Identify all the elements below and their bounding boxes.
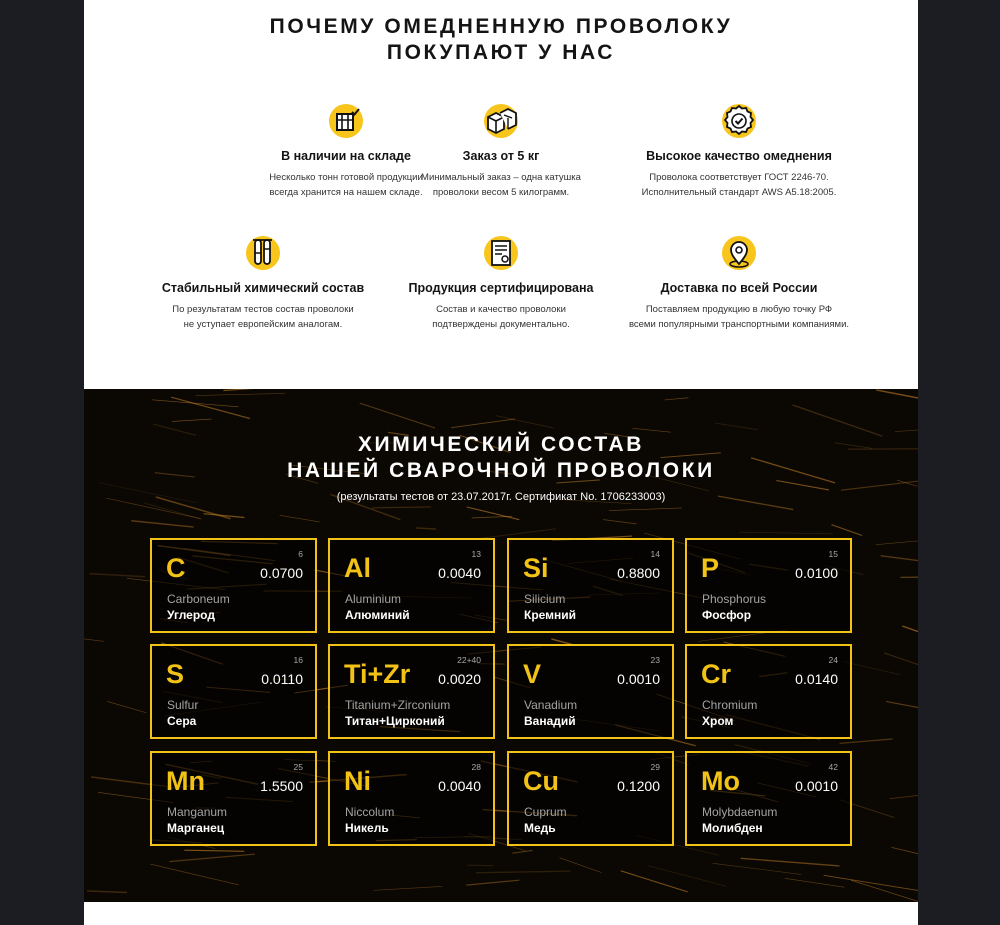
element-value: 0.0040 [438, 565, 481, 581]
element-card-ni [328, 751, 495, 846]
feature-title: Продукция сертифицирована [408, 281, 594, 295]
element-latin-name: Phosphorus [702, 592, 767, 606]
element-russian-name: Титан+Цирконий [345, 714, 445, 728]
warehouse-box-icon [328, 103, 364, 139]
element-russian-name: Марганец [167, 821, 225, 835]
element-latin-name: Molybdaenum [702, 805, 778, 819]
feature-description-line: подтверждены документально. [432, 318, 570, 330]
feature-description-line: По результатам тестов состав проволоки [172, 304, 354, 315]
element-card-al [328, 538, 495, 633]
element-atomic-number: 6 [298, 549, 303, 559]
element-symbol: Al [344, 553, 371, 583]
feature-description [124, 303, 402, 332]
element-card-p [685, 538, 852, 633]
element-russian-name: Фосфор [702, 608, 752, 622]
chemical-title-line2: НАШЕЙ СВАРОЧНОЙ ПРОВОЛОКИ [287, 459, 715, 482]
feature-description-line: Поставляем продукцию в любую точку РФ [645, 304, 833, 315]
element-russian-name: Медь [524, 821, 556, 835]
element-atomic-number: 15 [828, 549, 838, 559]
quality-badge-icon [721, 103, 757, 139]
element-latin-name: Carboneum [167, 592, 230, 606]
feature-title: Стабильный химический состав [161, 281, 365, 295]
element-russian-name: Молибден [702, 821, 763, 835]
element-atomic-number: 25 [293, 762, 303, 772]
feature-description [362, 171, 640, 200]
element-value: 1.5500 [260, 778, 303, 794]
feature-description-line: всеми популярными транспортными компаниями. [628, 318, 850, 330]
chemical-composition-section [84, 389, 918, 902]
element-atomic-number: 16 [293, 655, 303, 665]
next-section [84, 902, 918, 925]
element-value: 0.0110 [261, 671, 303, 687]
feature-description-line: Минимальный заказ – одна катушка [421, 172, 581, 183]
element-value: 0.1200 [617, 778, 660, 794]
element-value: 0.8800 [617, 565, 660, 581]
advantages-title-line2: ПОКУПАЮТ У НАС [386, 41, 616, 64]
element-value: 0.0010 [617, 671, 660, 687]
element-latin-name: Aluminium [345, 592, 402, 606]
element-latin-name: Silicium [524, 592, 566, 606]
element-card-ti-zr [328, 644, 495, 739]
advantages-title-line1: ПОЧЕМУ ОМЕДНЕННУЮ ПРОВОЛОКУ [269, 15, 733, 38]
element-russian-name: Сера [167, 714, 197, 728]
element-atomic-number: 29 [650, 762, 660, 772]
element-value: 0.0040 [438, 778, 481, 794]
element-symbol: Cr [701, 659, 732, 689]
chemical-subtitle: (результаты тестов от 23.07.2017г. Сертификат No. 1706233003) [336, 491, 666, 503]
element-symbol: C [166, 553, 186, 583]
element-atomic-number: 24 [828, 655, 838, 665]
element-symbol: Ti+Zr [344, 659, 411, 689]
element-symbol: Cu [523, 766, 559, 796]
element-symbol: V [523, 659, 542, 689]
element-value: 0.0700 [260, 565, 303, 581]
feature-description-line: всегда хранится на нашем складе. [269, 186, 423, 198]
element-value: 0.0010 [795, 778, 838, 794]
feature-title: Доставка по всей России [660, 281, 818, 295]
element-symbol: Mo [701, 766, 740, 796]
feature-description-line: Исполнительный стандарт AWS A5.18:2005. [641, 186, 837, 198]
element-card-s [150, 644, 317, 739]
element-latin-name: Niccolum [345, 805, 395, 819]
element-russian-name: Алюминий [345, 608, 410, 622]
feature-title: В наличии на складе [281, 149, 411, 163]
feature-description-line: Проволока соответствует ГОСТ 2246-70. [649, 172, 829, 183]
element-russian-name: Никель [345, 821, 389, 835]
element-atomic-number: 28 [471, 762, 481, 772]
element-atomic-number: 42 [828, 762, 838, 772]
feature-description-line: Состав и качество проволоки [436, 304, 566, 315]
element-russian-name: Углерод [167, 608, 215, 622]
feature-title: Высокое качество омеднения [646, 149, 832, 163]
element-card-v [507, 644, 674, 739]
feature-description [600, 303, 878, 332]
test-tubes-icon [245, 235, 281, 271]
feature-description-line: Несколько тонн готовой продукции [269, 172, 423, 183]
boxes-icon [483, 103, 519, 139]
element-card-c [150, 538, 317, 633]
element-symbol: Ni [344, 766, 371, 796]
element-card-cr [685, 644, 852, 739]
element-card-mn [150, 751, 317, 846]
element-card-mo [685, 751, 852, 846]
element-russian-name: Хром [702, 714, 734, 728]
element-latin-name: Cuprum [524, 805, 567, 819]
feature-description [600, 171, 878, 200]
element-card-si [507, 538, 674, 633]
element-latin-name: Sulfur [167, 698, 199, 712]
element-latin-name: Titanium+Zirconium [345, 698, 451, 712]
spark-streak [467, 865, 493, 866]
element-russian-name: Ванадий [524, 714, 576, 728]
element-value: 0.0140 [795, 671, 838, 687]
element-latin-name: Manganum [167, 805, 228, 819]
feature-title: Заказ от 5 кг [462, 149, 540, 163]
element-latin-name: Chromium [702, 698, 758, 712]
feature-description [362, 303, 640, 332]
element-atomic-number: 22+40 [457, 655, 481, 665]
advantages-section [84, 0, 918, 389]
element-atomic-number: 23 [650, 655, 660, 665]
element-value: 0.0100 [795, 565, 838, 581]
chemical-title [84, 432, 918, 484]
element-latin-name: Vanadium [524, 698, 578, 712]
element-symbol: P [701, 553, 720, 583]
advantages-title [84, 14, 918, 66]
element-card-cu [507, 751, 674, 846]
page-content [84, 0, 918, 925]
element-russian-name: Кремний [524, 608, 577, 622]
feature-description-line: проволоки весом 5 килограмм. [432, 186, 570, 198]
feature-description-line: не уступает европейским аналогам. [183, 318, 343, 330]
element-value: 0.0020 [438, 671, 481, 687]
chemical-title-line1: ХИМИЧЕСКИЙ СОСТАВ [357, 433, 645, 456]
element-atomic-number: 13 [471, 549, 481, 559]
element-symbol: Si [523, 553, 549, 583]
element-atomic-number: 14 [650, 549, 660, 559]
element-symbol: S [166, 659, 185, 689]
certificate-icon [483, 235, 519, 271]
element-symbol: Mn [166, 766, 205, 796]
location-pin-icon [721, 235, 757, 271]
